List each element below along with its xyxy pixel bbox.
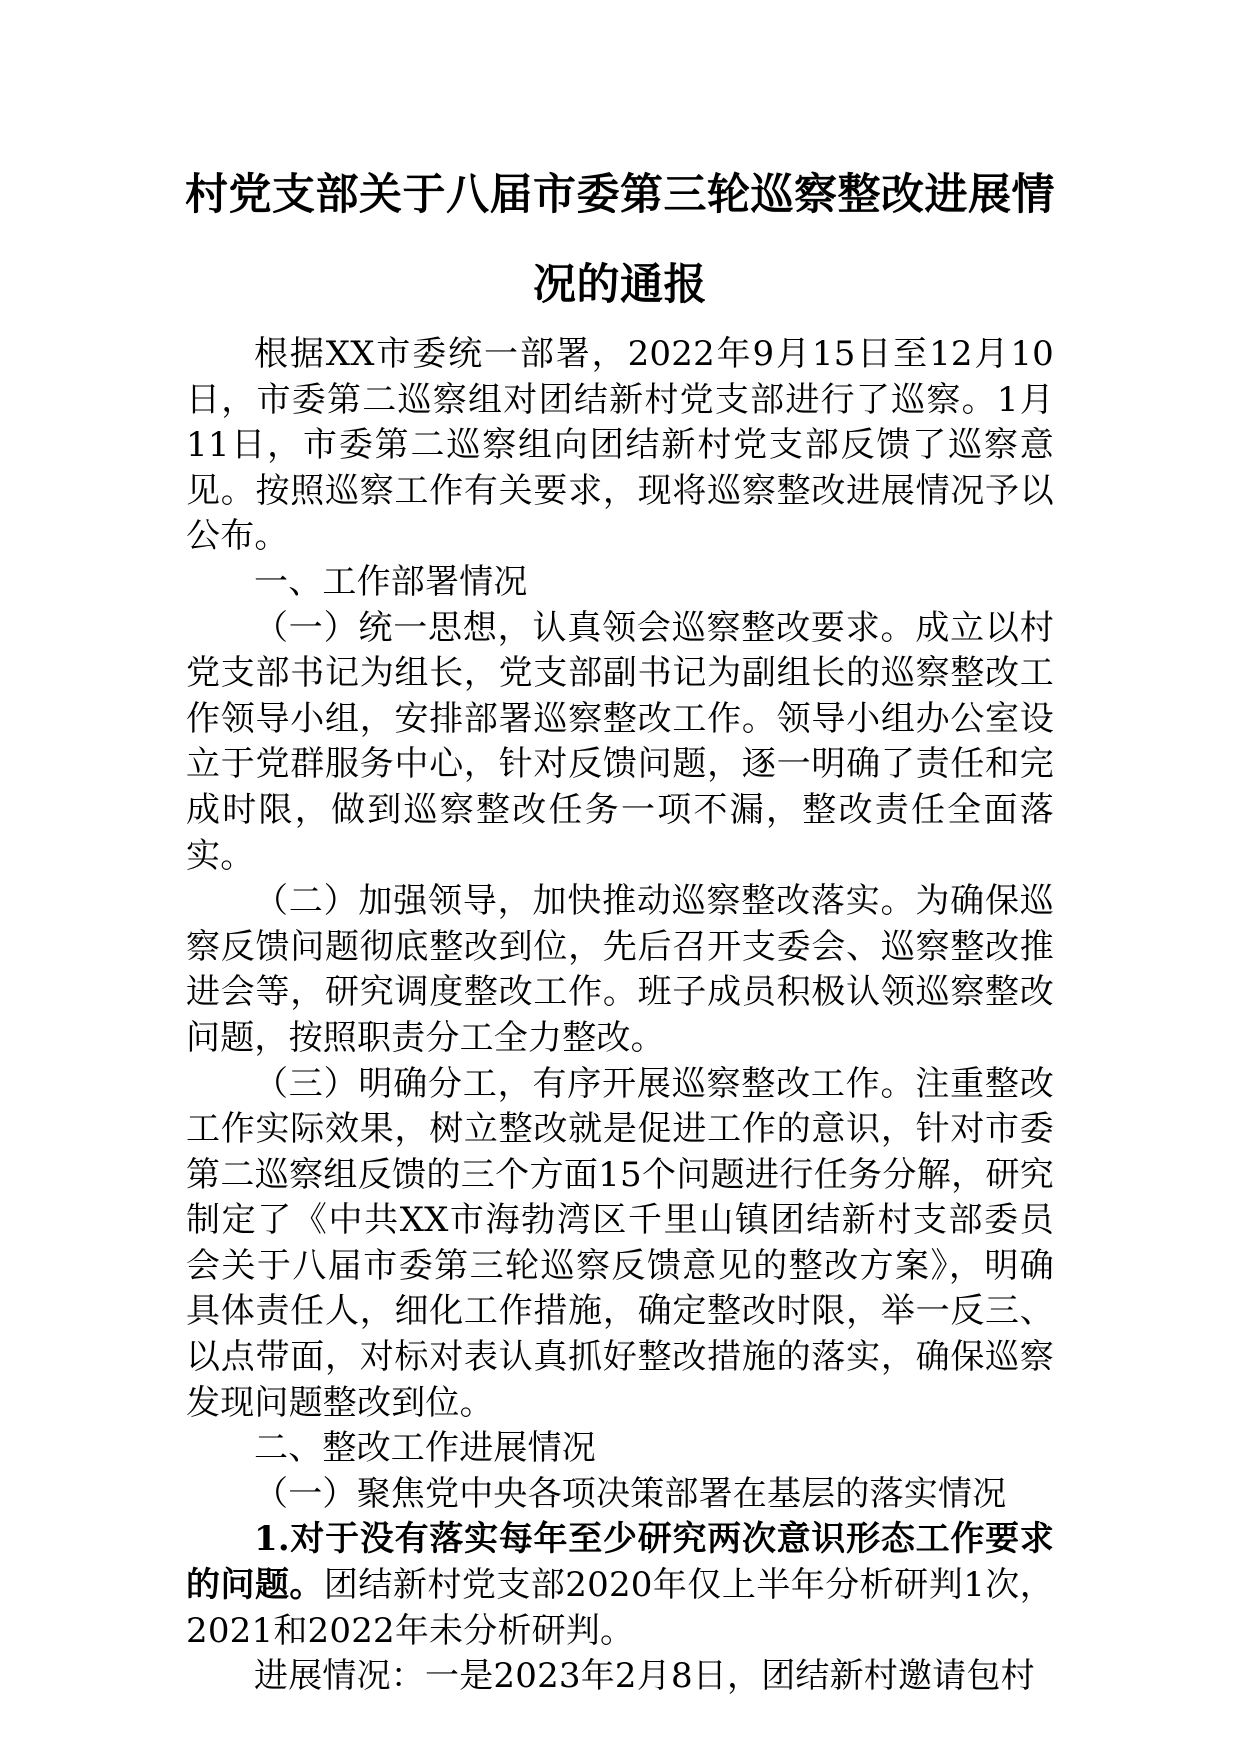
paragraph-subsection-3: （三）明确分工，有序开展巡察整改工作。注重整改工作实际效果，树立整改就是促进工作的意识，针对市委第二巡察组反馈的三个方面15个问题进行任务分解，研究制定了《中共XX市海勃湾区千里山镇团结新村支部委员会关于八届市委第三轮巡察反馈意见的整改方案》，明确具体责任人，细化工作措施，确定整改时限，举一反三、以点带面，对标对表认真抓好整改措施的落实，确保巡察发现问题整改到位。: [186, 1063, 1054, 1423]
paragraph-progress: 进展情况：一是2023年2月8日，团结新村邀请包村: [254, 1656, 1035, 1697]
document-page: [186, 150, 1054, 1700]
paragraph-item-1: [186, 1517, 1054, 1654]
paragraph-intro: 根据XX市委统一部署，2022年9月15日至12月10日，市委第二巡察组对团结新村党支部进行了巡察。1月11日，市委第二巡察组向团结新村党支部反馈了巡察意见。按照巡察工作有关要求，现将巡察整改进展情况予以公布。: [186, 334, 1054, 557]
section-heading-2: 二、整改工作进展情况: [254, 1428, 596, 1469]
item-1-heading: 1.对于没有落实每年至少研究两次意识形态工作要求的问题。: [186, 1519, 1054, 1606]
section-heading-1: 一、工作部署情况: [254, 561, 528, 602]
paragraph-subsection-2: （二）加强领导，加快推动巡察整改落实。为确保巡察反馈问题彻底整改到位，先后召开支委会、巡察整改推进会等，研究调度整改工作。班子成员积极认领巡察整改问题，按照职责分工全力整改。: [186, 881, 1054, 1058]
subsection-heading-2-1: （一）聚焦党中央各项决策部署在基层的落实情况: [254, 1473, 1007, 1514]
document-title: 村党支部关于八届市委第三轮巡察整改进展情况的通报: [185, 170, 1055, 310]
paragraph-subsection-1: （一）统一思想，认真领会巡察整改要求。成立以村党支部书记为组长，党支部副书记为副组长的巡察整改工作领导小组，安排部署巡察整改工作。领导小组办公室设立于党群服务中心，针对反馈问题，逐一明确了责任和完成时限，做到巡察整改任务一项不漏，整改责任全面落实。: [186, 607, 1054, 876]
item-1-text: 团结新村党支部2020年仅上半年分析研判1次，2021和2022年未分析研判。: [186, 1565, 1054, 1651]
